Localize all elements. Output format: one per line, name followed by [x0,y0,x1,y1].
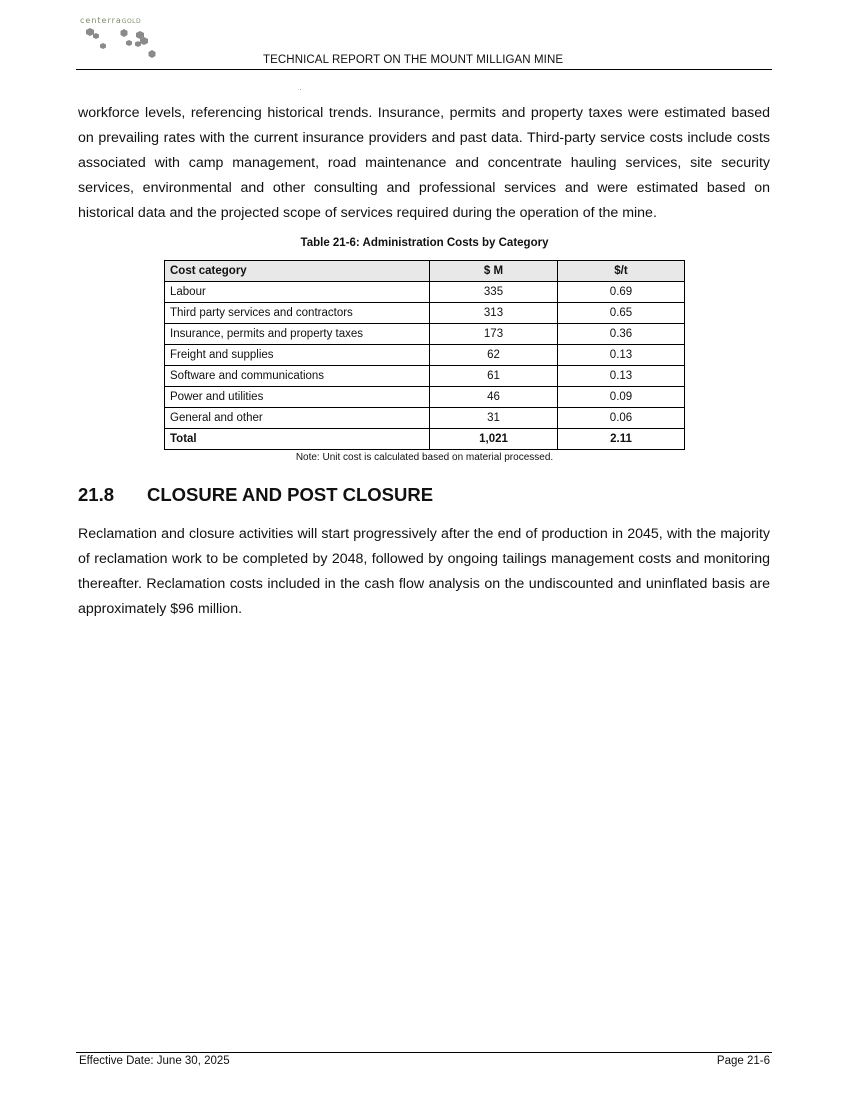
header-divider [76,69,772,70]
table-row [165,324,685,345]
administration-costs-table [164,260,685,450]
row-millions: 313 [430,303,558,324]
table-row [165,387,685,408]
row-category: Labour [165,282,430,303]
row-category: Insurance, permits and property taxes [165,324,430,345]
table-caption: Table 21-6: Administration Costs by Category [300,237,549,249]
row-per-tonne: 0.06 [558,408,685,429]
row-per-tonne: 0.69 [558,282,685,303]
table-header-row [165,261,685,282]
report-title: TECHNICAL REPORT ON THE MOUNT MILLIGAN MINE [263,54,564,66]
company-logo [80,16,170,62]
section-number: 21.8 [78,484,115,505]
row-category: Freight and supplies [165,345,430,366]
row-per-tonne: 0.09 [558,387,685,408]
row-millions: 62 [430,345,558,366]
table-row [165,408,685,429]
table-row [165,366,685,387]
row-per-tonne: 0.13 [558,366,685,387]
row-millions: 46 [430,387,558,408]
table-row [165,282,685,303]
table-note: Note: Unit cost is calculated based on material processed. [295,452,554,463]
total-per-tonne: 2.11 [558,429,685,450]
row-category: General and other [165,408,430,429]
column-header-per-tonne: $/t [558,261,685,282]
column-header-cost-category: Cost category [165,261,430,282]
intro-paragraph: workforce levels, referencing historical trends. Insurance, permits and property taxes were estimated based on prevailing rates with the current insurance providers and past data. Third-party service costs include costs associated with camp management, road maintenance and concentrate hauling services, site security services, environmental and other consulting and professional services and were estimated based on historical data and the projected scope of services required during the operation of the mine. [78,105,770,221]
row-category: Software and communications [165,366,430,387]
logo-wordmark: centerraGOLD [80,16,142,25]
scan-speck [300,89,301,90]
footer-divider [76,1052,772,1053]
closure-paragraph: Reclamation and closure activities will start progressively after the end of production in 2045, with the majority of reclamation work to be completed by 2048, followed by ongoing tailings management costs and monitoring thereafter. Reclamation costs included in the cash flow analysis on the undiscounted and uninflated basis are approximately $96 million. [78,526,770,617]
table-row [165,345,685,366]
row-per-tonne: 0.65 [558,303,685,324]
row-per-tonne: 0.36 [558,324,685,345]
row-millions: 31 [430,408,558,429]
logo-hexagon-icon [82,26,162,62]
section-title: CLOSURE AND POST CLOSURE [147,484,434,505]
footer-page-number: Page 21-6 [716,1055,770,1067]
row-millions: 335 [430,282,558,303]
table-total-row [165,429,685,450]
table-row [165,303,685,324]
row-millions: 61 [430,366,558,387]
total-label: Total [165,429,430,450]
row-millions: 173 [430,324,558,345]
total-millions: 1,021 [430,429,558,450]
row-category: Third party services and contractors [165,303,430,324]
column-header-millions: $ M [430,261,558,282]
row-per-tonne: 0.13 [558,345,685,366]
row-category: Power and utilities [165,387,430,408]
footer-effective-date: Effective Date: June 30, 2025 [79,1055,230,1067]
section-heading [78,484,433,506]
